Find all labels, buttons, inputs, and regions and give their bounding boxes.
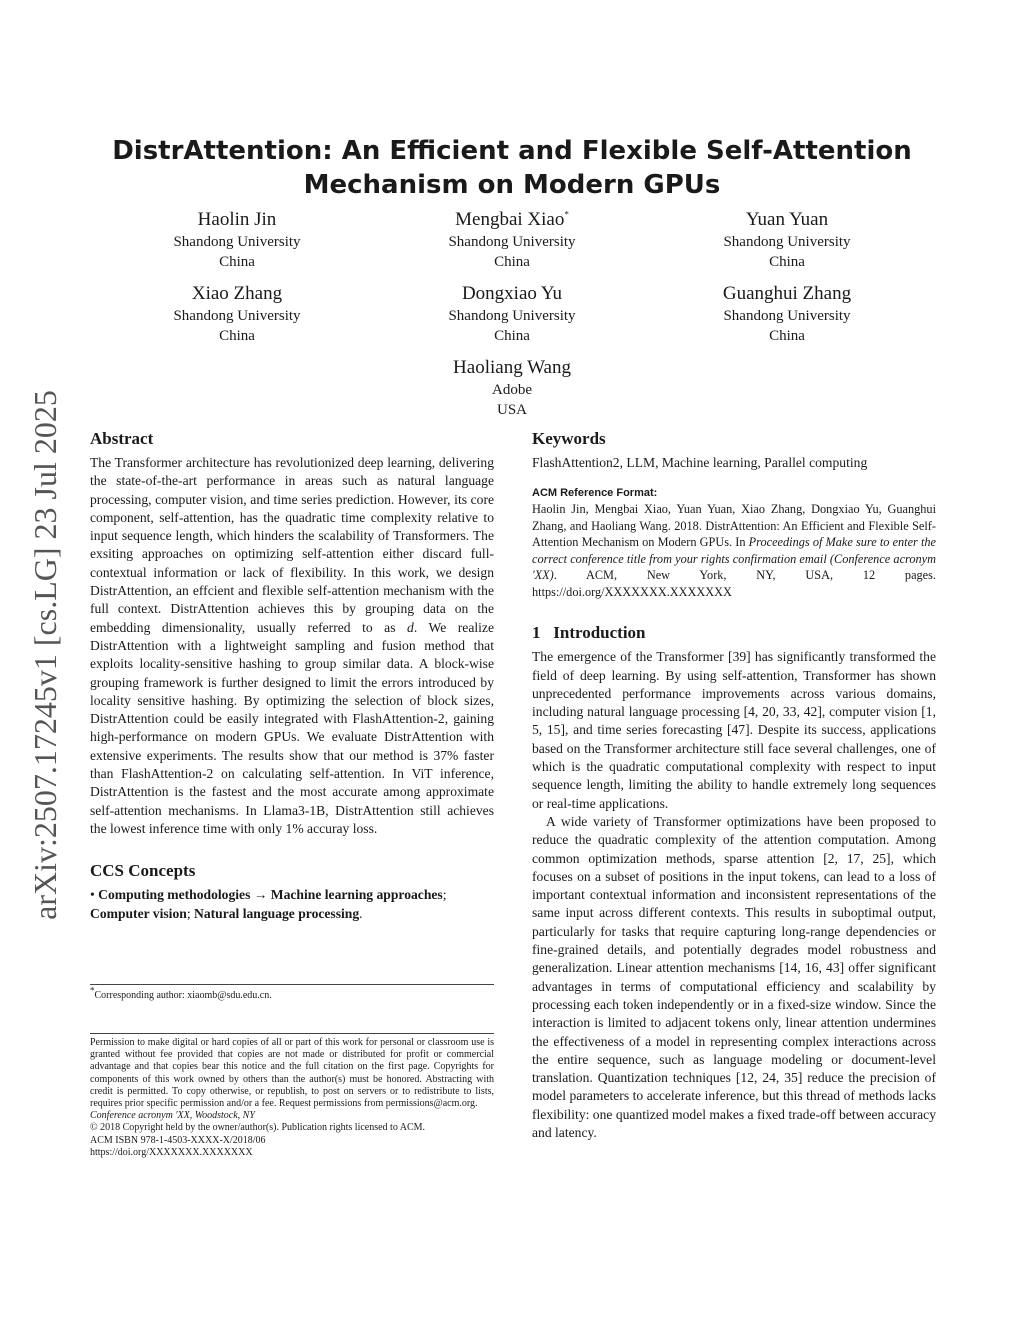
ccs-heading: CCS Concepts [90,861,196,881]
author-block [382,208,642,272]
author-block [107,208,367,272]
author-affiliation: Shandong University [723,234,851,250]
author-country: China [219,254,255,270]
author-name: Mengbai Xiao* [455,209,569,230]
arxiv-stamp: arXiv:2507.17245v1 [cs.LG] 23 Jul 2025 [27,390,63,920]
author-country: China [494,328,530,344]
author-affiliation: Shandong University [448,234,576,250]
author-country: China [494,254,530,270]
author-name: Haoliang Wang [453,357,571,378]
author-block [382,282,642,346]
left-column [90,428,494,1158]
author-name: Haolin Jin [197,209,277,230]
isbn-line: ACM ISBN 978-1-4503-XXXX-X/2018/06 [90,1134,266,1146]
title-line-2: Mechanism on Modern GPUs [303,170,721,200]
acm-reference [532,486,936,600]
author-country: China [219,328,255,344]
abstract-heading: Abstract [90,429,154,448]
author-country: USA [496,402,527,418]
keywords-text: FlashAttention2, LLM, Machine learning, Parallel computing [532,455,868,470]
ccs-concepts [90,860,494,923]
permission-text: Permission to make digital or hard copies of all or part of this work for personal or classroom use is granted without fee provided that copies are not made or distributed for profit or commercial advantage and that copies bear this notice and the full citation on the first page. Copyrights for components of this work owned by others than the author(s) must be honored. Abstracting with credit is permitted. To copy otherwise, or republish, to post on servers or to redistribute to lists, requires prior specific permission and/or a fee. Request permissions from permissions@acm.org. [90,1037,494,1110]
footnote-block [90,984,494,1002]
intro-paragraph-1: The emergence of the Transformer [39] has significantly transformed the field of deep learning. By using self-attention, Transformer has shown unprecedented performance improvements across various domains, including natural language processing [4, 20, 33, 42], computer vision [1, 5, 15], and time series forecasting [47]. Despite its success, applications based on the Transformer architecture still face several challenges, one of which is the quadratic computational complexity with respect to input sequence length, limiting the ability to handle extremely long sequences or real-time applications. [532,649,936,811]
author-affiliation: Shandong University [723,308,851,324]
conference-line: Conference acronym 'XX, Woodstock, NY [90,1110,255,1122]
title-line-1: DistrAttention: An Efficient and Flexible Self-Attention [112,136,912,166]
author-affiliation: Shandong University [173,234,301,250]
author-name: Yuan Yuan [745,209,829,230]
author-affiliation: Adobe [492,382,532,398]
intro-paragraph-2: A wide variety of Transformer optimizations have been proposed to reduce the quadratic complexity of the attention computation. Among common optimization methods, sparse attention [2, 17, 25], which focuses on a subset of positions in the input tokens, can lead to a loss of important contextual information and inconsistent representations of the same input across different contexts. This results in suboptimal output, particularly for tasks that require capturing long-range dependencies or fine-grained details, and potentially degrades model robustness and generalization. Linear attention mechanisms [14, 16, 43] offer significant advantages in terms of computational efficiency and scalability by processing each token independently or in a fixed-size window. Since the interaction is limited to adjacent tokens only, linear attention undermines the effectiveness of a model in representing complex interactions across the entire sequence, such as language modeling or document-level translation. Quantization techniques [12, 24, 35] reduce the precision of model parameters to accelerate inference, but this thread of methods lacks flexibility: one quantized model makes a fixed trade-off between accuracy and latency. [532,813,936,1141]
copyright-line: © 2018 Copyright held by the owner/author(s). Publication rights licensed to ACM. [90,1122,426,1134]
permission-rule [90,1033,494,1034]
ccs-text: • Computing methodologies → Machine learning approaches; Computer vision; Natural language processing. [90,887,447,921]
acm-ref-label: ACM Reference Format: [532,487,658,500]
author-country: China [769,328,805,344]
abstract-text: The Transformer architecture has revolutionized deep learning, delivering the state-of-the-art performance in areas such as natural language processing, computer vision, and time series prediction. However, its core component, self-attention, has the quadratic time complexity relative to input sequence length, which hinders the scalability of Transformers. The exsiting approaches on optimizing self-attention either discard full-contextual information or lack of flexibility. In this work, we design DistrAttention, an effcient and flexible self-attention mechanism with the full context. DistrAttention achieves this by grouping data on the embedding dimensionality, usually referred to as d. We realize DistrAttention with a lightweight sampling and fusion method that exploits locality-sensitive hashing to group similar data. A block-wise grouping framework is further designed to limit the errors introduced by locality sensitive hashing. By optimizing the selection of block sizes, DistrAttention could be easily integrated with FlashAttention-2, gaining high-performance on modern GPUs. We evaluate DistrAttention with extensive experiments. The results show that our method is 37% faster than FlashAttention-2 on calculating self-attention. In ViT inference, DistrAttention is the fastest and the most accurate among approximate self-attention mechanisms. In Llama3-1B, DistrAttention still achieves the lowest inference time with only 1% accuray loss. [90,455,494,836]
doi-line: https://doi.org/XXXXXXX.XXXXXXX [90,1146,253,1158]
author-block [657,208,917,272]
author-block [657,282,917,346]
author-affiliation: Shandong University [448,308,576,324]
acm-ref-text: Haolin Jin, Mengbai Xiao, Yuan Yuan, Xiao Zhang, Dongxiao Yu, Guanghui Zhang, and Haoliang Wang. 2018. DistrAttention: An Efficient and Flexible Self-Attention Mechanism on Modern GPUs. In Proceedings of Make sure to enter the correct conference title from your rights confirmation email (Conference acronym 'XX). ACM, New York, NY, USA, 12 pages. https://doi.org/XXXXXXX.XXXXXXX [532,502,937,599]
right-column [532,428,936,1142]
permission-block [90,1033,494,1159]
paper-title [100,134,924,202]
author-name: Dongxiao Yu [461,283,563,304]
author-affiliation: Shandong University [173,308,301,324]
corresponding-footnote: *Corresponding author: xiaomb@sdu.edu.cn. [90,985,272,1001]
author-name: Xiao Zhang [191,283,283,304]
author-block [382,356,642,420]
keywords-heading: Keywords [532,429,606,448]
introduction-section [532,622,936,1142]
intro-heading: 1 Introduction [532,623,646,643]
author-name: Guanghui Zhang [722,283,852,304]
author-block [107,282,367,346]
author-country: China [769,254,805,270]
footnote-rule [90,984,494,985]
